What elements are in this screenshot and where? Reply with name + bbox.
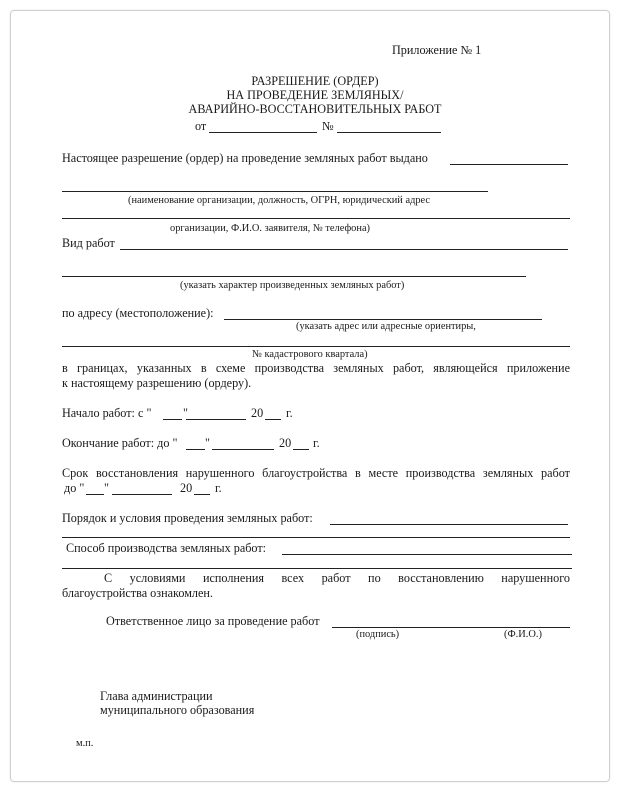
work-type-field[interactable]: [120, 249, 568, 250]
address-label: по адресу (местоположение):: [62, 306, 214, 320]
end-year-suffix: г.: [313, 436, 320, 450]
work-type-label: Вид работ: [62, 236, 115, 250]
restore-day-field[interactable]: [86, 494, 104, 495]
start-year-suffix: г.: [286, 406, 293, 420]
restore-quote: ": [104, 481, 109, 495]
organization-hint-2: организации, Ф.И.О. заявителя, № телефона): [170, 223, 371, 234]
address-hint-2: № кадастрового квартала): [252, 349, 368, 360]
name-hint: (Ф.И.О.): [504, 629, 542, 640]
address-field-2[interactable]: [62, 346, 570, 347]
order-number-field[interactable]: [337, 132, 441, 133]
stamp-place: м.п.: [76, 738, 94, 749]
responsible-label: Ответственное лицо за проведение работ: [106, 614, 320, 628]
number-label: №: [322, 119, 334, 133]
appendix-label: Приложение № 1: [392, 43, 482, 57]
restore-month-field[interactable]: [112, 494, 172, 495]
document-page: [10, 10, 610, 782]
restore-year-prefix: 20: [180, 481, 193, 495]
start-month-field[interactable]: [186, 419, 246, 420]
end-quote: ": [205, 436, 210, 450]
start-label: Начало работ: с ": [62, 406, 152, 420]
method-field[interactable]: [282, 554, 572, 555]
bounds-line-1: в границах, указанных в схеме производства земляных работ, являющейся приложение: [62, 361, 570, 375]
address-hint-1: (указать адрес или адресные ориентиры,: [296, 321, 476, 332]
head-line-2: муниципального образования: [100, 703, 255, 717]
date-from-label: от: [195, 119, 207, 133]
organization-hint-1: (наименование организации, должность, ОГРН, юридический адрес: [128, 195, 431, 206]
method-field-2[interactable]: [62, 568, 572, 569]
start-quote: ": [183, 406, 188, 420]
agree-line-2: благоустройства ознакомлен.: [62, 586, 213, 600]
start-year-field[interactable]: [265, 419, 281, 420]
procedure-label: Порядок и условия проведения земляных работ:: [62, 511, 313, 525]
title-line-1: РАЗРЕШЕНИЕ (ОРДЕР): [251, 74, 379, 88]
agree-line-1: С условиями исполнения всех работ по восстановлению нарушенного: [104, 571, 570, 585]
method-label: Способ производства земляных работ:: [66, 541, 267, 555]
procedure-field-2[interactable]: [62, 537, 570, 538]
date-field[interactable]: [209, 132, 317, 133]
restore-line: Срок восстановления нарушенного благоустройства в месте производства земляных работ: [62, 466, 570, 480]
restore-year-field[interactable]: [194, 494, 210, 495]
signature-hint: (подпись): [356, 629, 400, 640]
bounds-line-2: к настоящему разрешению (ордеру).: [62, 376, 252, 390]
title-line-3: АВАРИЙНО-ВОССТАНОВИТЕЛЬНЫХ РАБОТ: [188, 102, 442, 116]
end-year-prefix: 20: [279, 436, 292, 450]
restore-year-suffix: г.: [215, 481, 222, 495]
issued-to-field[interactable]: [450, 164, 568, 165]
title-line-2: НА ПРОВЕДЕНИЕ ЗЕМЛЯНЫХ/: [226, 88, 404, 102]
restore-prefix: до ": [64, 481, 85, 495]
end-month-field[interactable]: [212, 449, 274, 450]
organization-field[interactable]: [62, 191, 488, 192]
end-day-field[interactable]: [186, 449, 205, 450]
end-year-field[interactable]: [293, 449, 309, 450]
procedure-field[interactable]: [330, 524, 568, 525]
start-day-field[interactable]: [163, 419, 182, 420]
end-label: Окончание работ: до ": [62, 436, 178, 450]
organization-field-2[interactable]: [62, 218, 570, 219]
work-type-hint: (указать характер произведенных земляных работ): [180, 280, 405, 291]
head-line-1: Глава администрации: [100, 689, 213, 703]
issued-label: Настоящее разрешение (ордер) на проведение земляных работ выдано: [62, 151, 428, 165]
start-year-prefix: 20: [251, 406, 264, 420]
work-type-field-2[interactable]: [62, 276, 526, 277]
